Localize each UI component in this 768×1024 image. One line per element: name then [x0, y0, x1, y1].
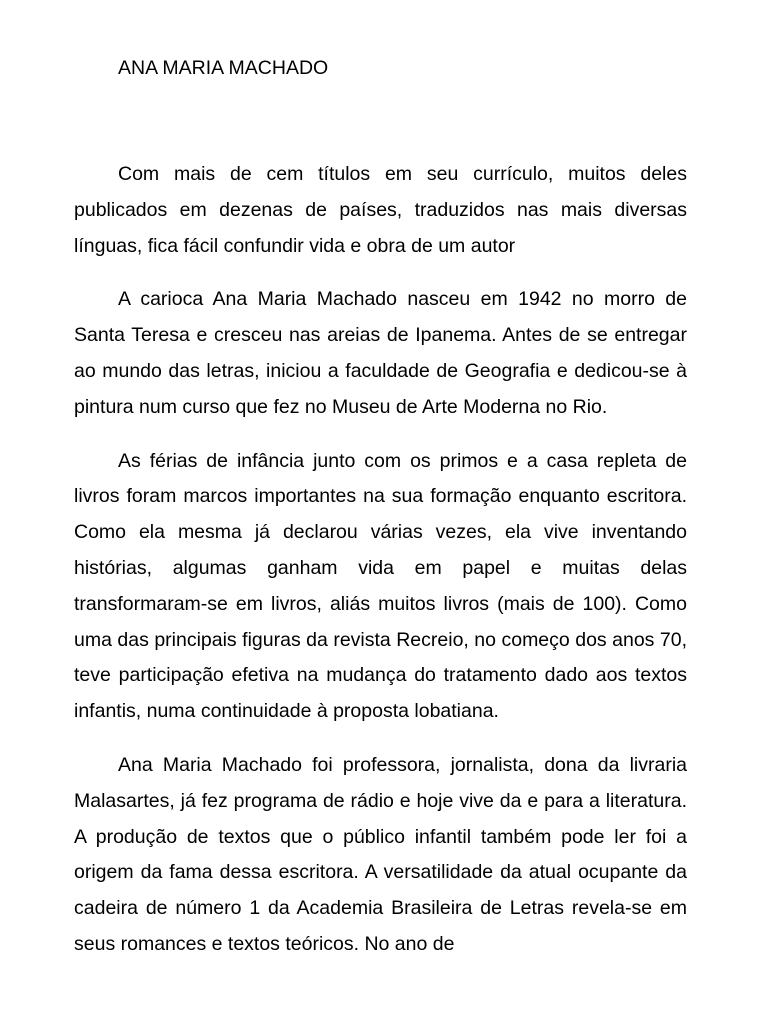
paragraph-2: A carioca Ana Maria Machado nasceu em 1942 no morro de Santa Teresa e cresceu nas areias de Ipanema. Antes de se entregar ao mundo das letras, iniciou a faculdade de Geografia e dedicou-se à pintura num curso que fez no Museu de Arte Moderna no Rio.	[74, 288, 687, 418]
paragraph-1: Com mais de cem títulos em seu currículo, muitos deles publicados em dezenas de países, traduzidos nas mais diversas línguas, fica fácil confundir vida e obra de um autor	[74, 163, 687, 257]
document-title: ANA MARIA MACHADO	[118, 57, 329, 79]
document-body	[74, 157, 687, 981]
paragraph-3: As férias de infância junto com os primos e a casa repleta de livros foram marcos importantes na sua formação enquanto escritora. Como ela mesma já declarou várias vezes, ela vive inventando histórias, algumas ganham vida em papel e muitas delas transformaram-se em livros, aliás muitos livros (mais de 100). Como uma das principais figuras da revista Recreio, no começo dos anos 70, teve participação efetiva na mudança do tratamento dado aos textos infantis, numa continuidade à proposta lobatiana.	[74, 449, 687, 723]
paragraph-4: Ana Maria Machado foi professora, jornalista, dona da livraria Malasartes, já fez programa de rádio e hoje vive da e para a literatura. A produção de textos que o público infantil também pode ler foi a origem da fama dessa escritora. A versatilidade da atual ocupante da cadeira de número 1 da Academia Brasileira de Letras revela-se em seus romances e textos teóricos. No ano de	[74, 753, 687, 955]
